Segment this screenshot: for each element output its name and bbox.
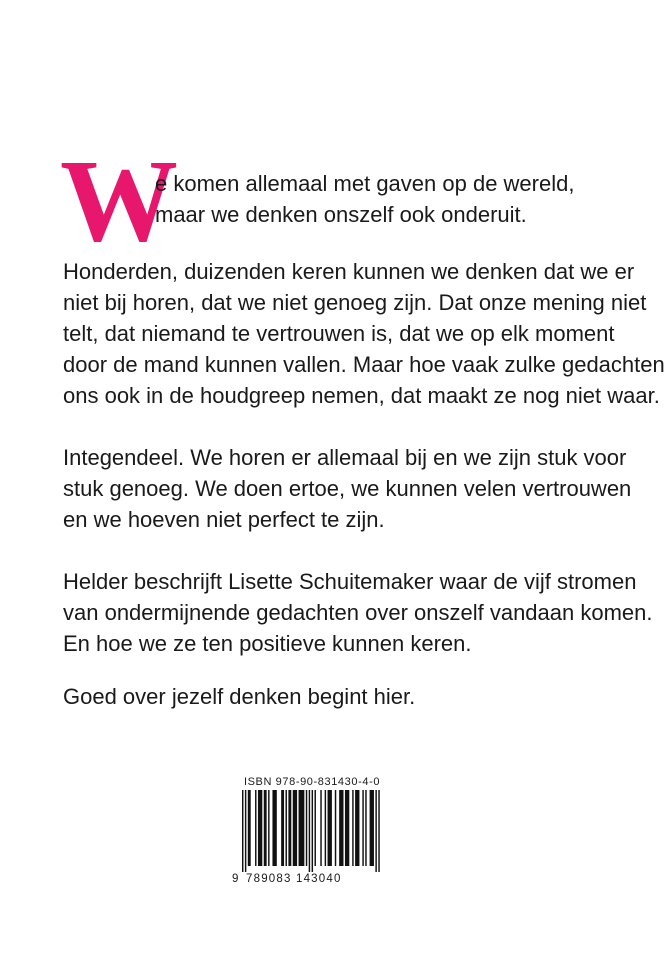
barcode-digits (232, 872, 388, 886)
isbn-label: ISBN 978-90-831430-4-0 (243, 776, 381, 788)
paragraph-1 (63, 256, 665, 411)
paragraph-4 (63, 681, 583, 712)
text-line: en we hoeven niet perfect te zijn. (63, 507, 385, 532)
text-line: telt, dat niemand te vertrouwen is, dat we op elk moment (63, 321, 615, 346)
text-line: Helder beschrijft Lisette Schuitemaker waar de vijf stromen (63, 569, 637, 594)
barcode-image (232, 790, 388, 872)
paragraph-2 (63, 442, 632, 535)
text-line: Goed over jezelf denken begint hier. (63, 684, 416, 709)
paragraph-3 (63, 566, 653, 659)
intro-line: maar we denken onszelf ook onderuit. (155, 202, 527, 227)
text-line: niet bij horen, dat we niet genoeg zijn. Dat onze mening niet (63, 290, 647, 315)
text-line: En hoe we ze ten positieve kunnen keren. (63, 631, 472, 656)
intro-line: e komen allemaal met gaven op de wereld, (155, 171, 575, 196)
barcode-digit-groups: 789083 143040 (246, 873, 342, 885)
text-line: Integendeel. We horen er allemaal bij en we zijn stuk voor (63, 445, 627, 470)
intro-text (155, 168, 575, 230)
barcode-first-digit: 9 (232, 873, 240, 885)
text-line: ons ook in de houdgreep nemen, dat maakt ze nog niet waar. (63, 383, 660, 408)
drop-cap-letter: W (60, 135, 172, 266)
isbn-barcode-block (232, 776, 388, 886)
text-line: stuk genoeg. We doen ertoe, we kunnen velen vertrouwen (63, 476, 632, 501)
text-line: van ondermijnende gedachten over onszelf vandaan komen. (63, 600, 653, 625)
text-line: Honderden, duizenden keren kunnen we denken dat we er (63, 259, 635, 284)
text-line: door de mand kunnen vallen. Maar hoe vaak zulke gedachten (63, 352, 665, 377)
